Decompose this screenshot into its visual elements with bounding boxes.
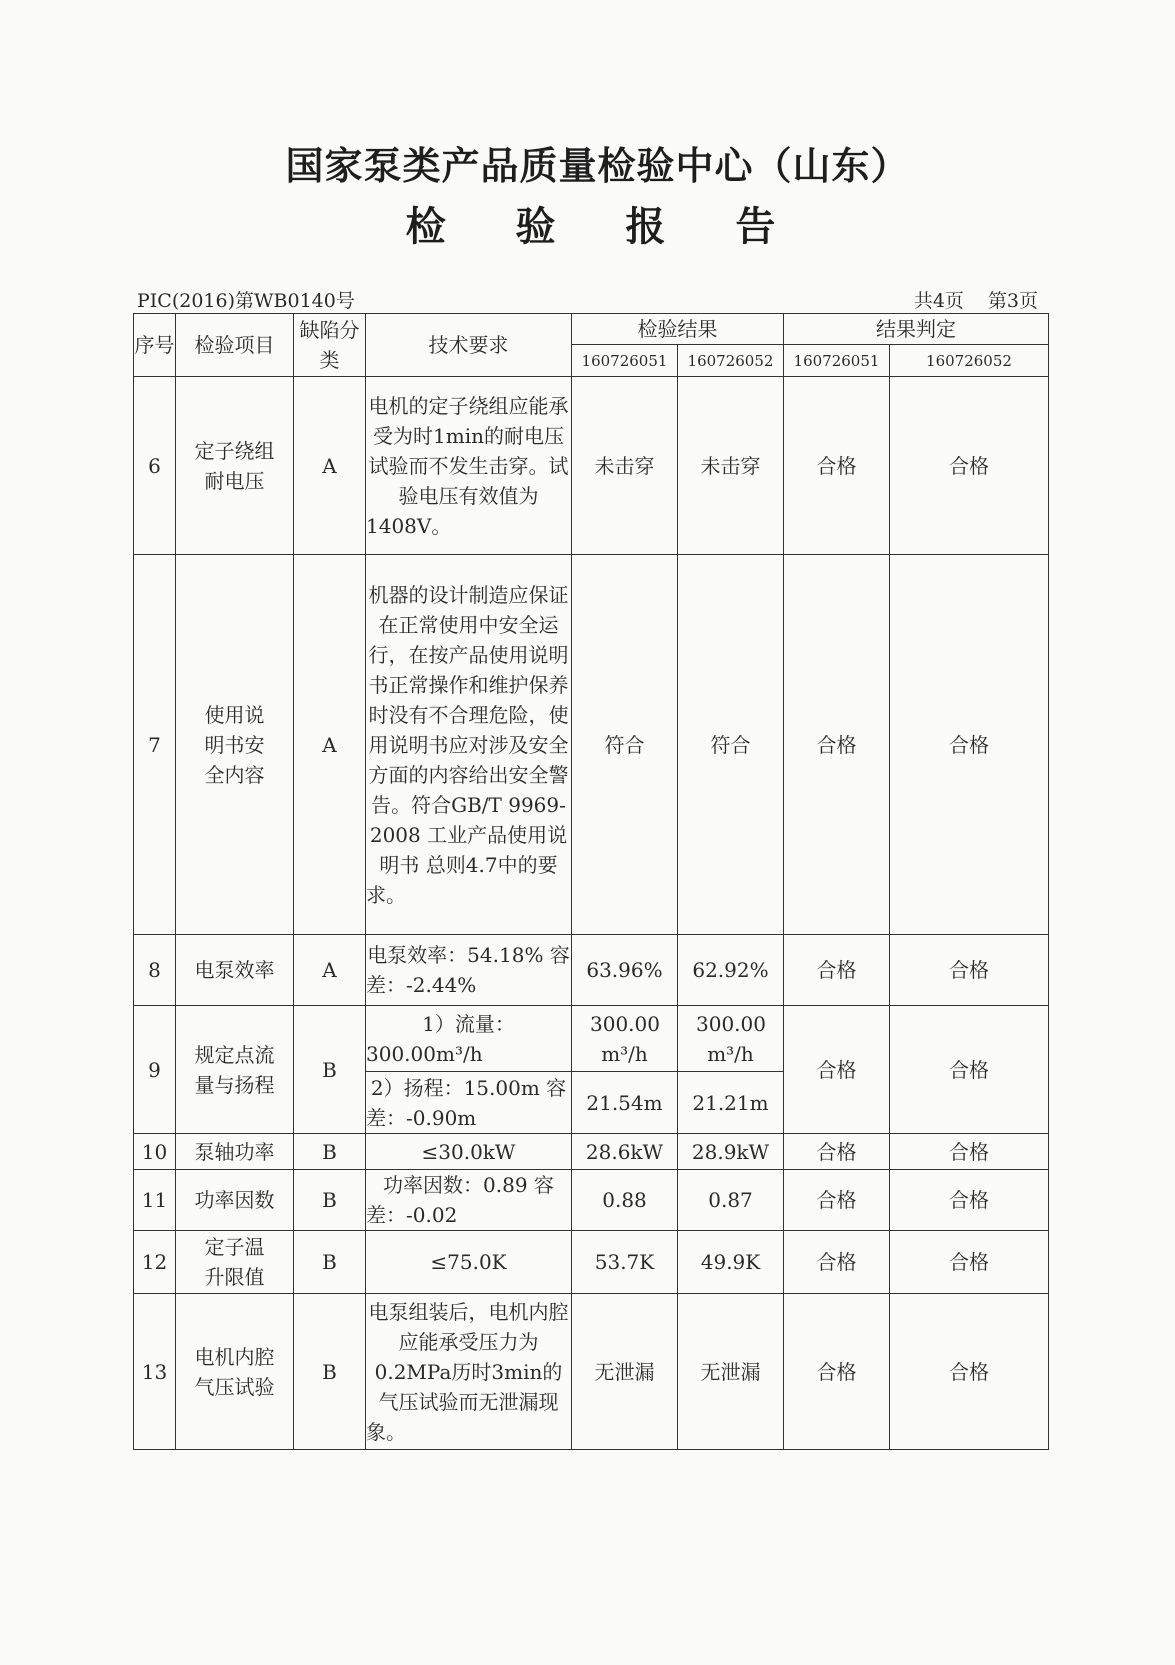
cell-seq: 8 xyxy=(134,935,176,1006)
cell-result-a: 63.96% xyxy=(572,935,678,1006)
cell-item: 电机内腔气压试验 xyxy=(176,1294,294,1450)
cell-judge-a: 合格 xyxy=(784,1006,890,1134)
header-result-sample-a: 160726051 xyxy=(572,345,678,377)
cell-defect: A xyxy=(294,555,366,935)
header-seq: 序号 xyxy=(134,314,176,377)
cell-result-a: 未击穿 xyxy=(572,377,678,555)
cell-result-b: 0.87 xyxy=(678,1170,784,1231)
cell-judge-a: 合格 xyxy=(784,1294,890,1450)
table-row xyxy=(134,1134,1049,1170)
cell-result-b: 28.9kW xyxy=(678,1134,784,1170)
cell-judge-a: 合格 xyxy=(784,1134,890,1170)
cell-defect: B xyxy=(294,1231,366,1294)
cell-defect: A xyxy=(294,377,366,555)
table-row xyxy=(134,1006,1049,1072)
cell-seq: 10 xyxy=(134,1134,176,1170)
header-defect: 缺陷分类 xyxy=(294,314,366,377)
header-item: 检验项目 xyxy=(176,314,294,377)
cell-seq: 13 xyxy=(134,1294,176,1450)
table-row xyxy=(134,377,1049,555)
cell-result-b: 62.92% xyxy=(678,935,784,1006)
cell-seq: 7 xyxy=(134,555,176,935)
cell-result-b: 无泄漏 xyxy=(678,1294,784,1450)
cell-requirement-head: 2）扬程：15.00m 容差：-0.90m xyxy=(366,1072,572,1134)
cell-result-b-flow: 300.00 m³/h xyxy=(678,1006,784,1072)
cell-item: 电泵效率 xyxy=(176,935,294,1006)
cell-result-b: 符合 xyxy=(678,555,784,935)
cell-item: 功率因数 xyxy=(176,1170,294,1231)
cell-result-a: 53.7K xyxy=(572,1231,678,1294)
report-number: PIC(2016)第WB0140号 xyxy=(137,290,355,312)
report-title: 检 验 报 告 xyxy=(405,204,804,250)
cell-requirement: 机器的设计制造应保证在正常使用中安全运行，在按产品使用说明书正常操作和维护保养时没有不合理危险，使用说明书应对涉及安全方面的内容给出安全警告。符合GB/T 9969-2008 工业产品使用说明书 总则4.7中的要求。 xyxy=(366,555,572,935)
cell-result-b: 未击穿 xyxy=(678,377,784,555)
cell-defect: B xyxy=(294,1294,366,1450)
table-row xyxy=(134,1294,1049,1450)
cell-defect: A xyxy=(294,935,366,1006)
header-results: 检验结果 xyxy=(572,314,784,345)
cell-judge-b: 合格 xyxy=(890,935,1049,1006)
cell-requirement: 功率因数：0.89 容差：-0.02 xyxy=(366,1170,572,1231)
cell-requirement: ≤75.0K xyxy=(366,1231,572,1294)
cell-result-a: 0.88 xyxy=(572,1170,678,1231)
cell-defect: B xyxy=(294,1134,366,1170)
cell-judge-b: 合格 xyxy=(890,1134,1049,1170)
current-page: 第3页 xyxy=(987,290,1038,312)
table-row xyxy=(134,935,1049,1006)
table-row xyxy=(134,1231,1049,1294)
cell-requirement: 电泵效率：54.18% 容差：-2.44% xyxy=(366,935,572,1006)
cell-judge-a: 合格 xyxy=(784,555,890,935)
cell-seq: 12 xyxy=(134,1231,176,1294)
cell-result-a: 28.6kW xyxy=(572,1134,678,1170)
cell-judge-b: 合格 xyxy=(890,1170,1049,1231)
total-pages: 共4页 xyxy=(913,290,964,312)
cell-seq: 6 xyxy=(134,377,176,555)
cell-defect: B xyxy=(294,1006,366,1134)
header-judge-sample-b: 160726052 xyxy=(890,345,1049,377)
inspection-table xyxy=(133,313,1049,1450)
header-judgment: 结果判定 xyxy=(784,314,1049,345)
cell-seq: 11 xyxy=(134,1170,176,1231)
cell-judge-a: 合格 xyxy=(784,1170,890,1231)
cell-judge-b: 合格 xyxy=(890,377,1049,555)
table-row xyxy=(134,1170,1049,1231)
cell-result-a-head: 21.54m xyxy=(572,1072,678,1134)
cell-judge-a: 合格 xyxy=(784,935,890,1006)
cell-judge-b: 合格 xyxy=(890,555,1049,935)
cell-result-b: 49.9K xyxy=(678,1231,784,1294)
cell-defect: B xyxy=(294,1170,366,1231)
header-row xyxy=(134,314,1049,345)
cell-requirement: ≤30.0kW xyxy=(366,1134,572,1170)
cell-result-a: 无泄漏 xyxy=(572,1294,678,1450)
page-indicator xyxy=(914,286,1038,313)
cell-item: 使用说明书安全内容 xyxy=(176,555,294,935)
header-judge-sample-a: 160726051 xyxy=(784,345,890,377)
cell-judge-a: 合格 xyxy=(784,1231,890,1294)
cell-item: 规定点流量与扬程 xyxy=(176,1006,294,1134)
table-row xyxy=(134,555,1049,935)
cell-judge-b: 合格 xyxy=(890,1006,1049,1134)
cell-result-a: 符合 xyxy=(572,555,678,935)
report-org-title: 国家泵类产品质量检验中心（山东） xyxy=(285,144,910,188)
cell-item: 定子温升限值 xyxy=(176,1231,294,1294)
cell-judge-b: 合格 xyxy=(890,1294,1049,1450)
header-result-sample-b: 160726052 xyxy=(678,345,784,377)
cell-requirement-flow: 1）流量：300.00m³/h xyxy=(366,1006,572,1072)
cell-judge-a: 合格 xyxy=(784,377,890,555)
cell-requirement: 电机的定子绕组应能承受为时1min的耐电压试验而不发生击穿。试验电压有效值为1408V。 xyxy=(366,377,572,555)
cell-result-a-flow: 300.00 m³/h xyxy=(572,1006,678,1072)
cell-requirement: 电泵组装后，电机内腔应能承受压力为0.2MPa历时3min的气压试验而无泄漏现象。 xyxy=(366,1294,572,1450)
cell-seq: 9 xyxy=(134,1006,176,1134)
cell-result-b-head: 21.21m xyxy=(678,1072,784,1134)
cell-item: 定子绕组耐电压 xyxy=(176,377,294,555)
cell-item: 泵轴功率 xyxy=(176,1134,294,1170)
header-requirement: 技术要求 xyxy=(366,314,572,377)
cell-judge-b: 合格 xyxy=(890,1231,1049,1294)
